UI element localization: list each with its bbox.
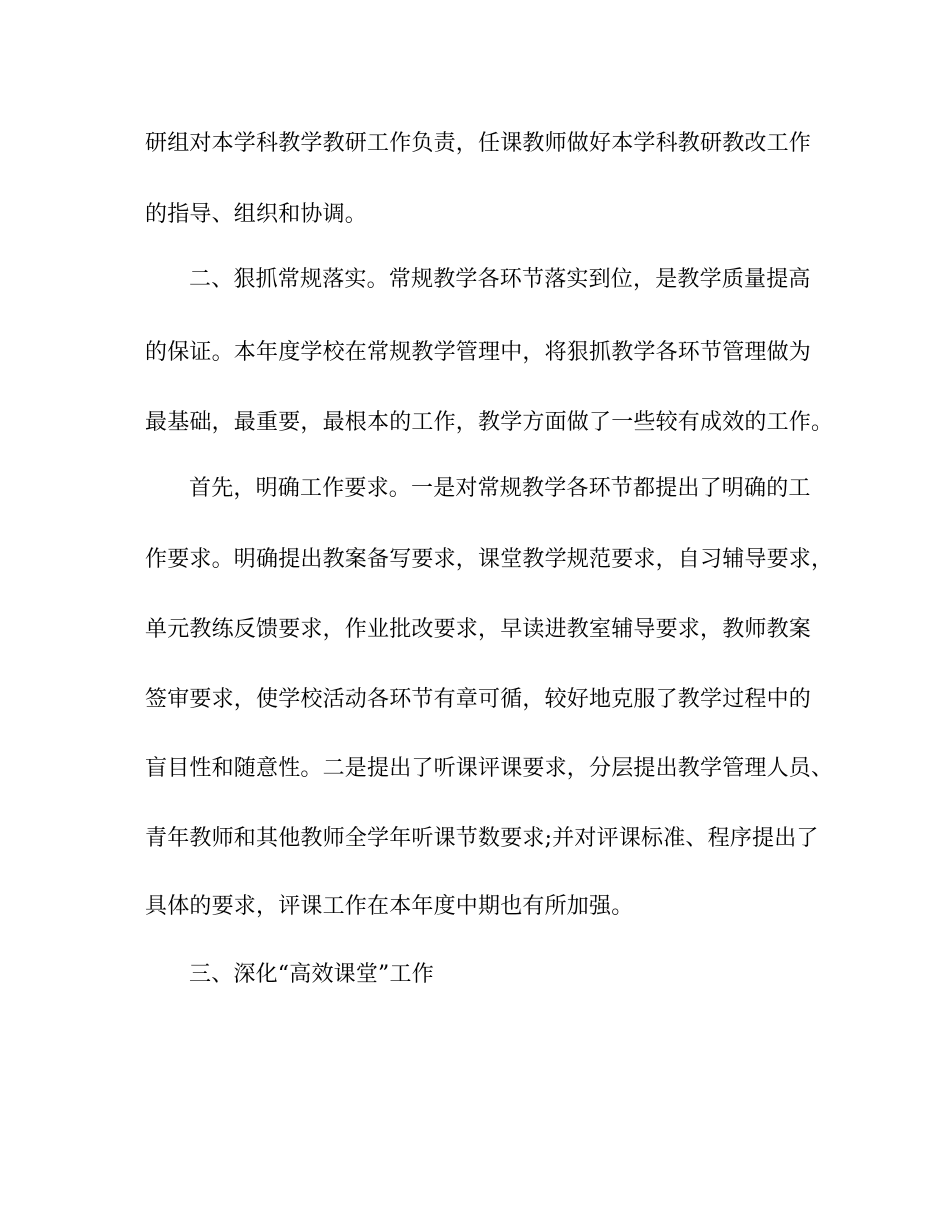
text-line: 签审要求，使学校活动各环节有章可循，较好地克服了教学过程中的	[145, 687, 812, 712]
text-line: 盲目性和随意性。二是提出了听课评课要求，分层提出教学管理人员、	[145, 756, 834, 781]
section-heading-line: 三、深化“高效课堂”工作	[189, 962, 434, 987]
text-line: 的指导、组织和协调。	[145, 202, 368, 227]
text-line: 作要求。明确提出教案备写要求，课堂教学规范要求，自习辅导要求，	[145, 547, 834, 572]
paragraph-start-line: 首先，明确工作要求。一是对常规教学各环节都提出了明确的工	[189, 476, 811, 501]
text-line: 具体的要求，评课工作在本年度中期也有所加强。	[145, 894, 634, 919]
paragraph-start-line: 二、狠抓常规落实。常规教学各环节落实到位，是教学质量提高	[189, 267, 811, 292]
text-line: 的保证。本年度学校在常规教学管理中，将狠抓教学各环节管理做为	[145, 340, 812, 365]
text-line: 青年教师和其他教师全学年听课节数要求;并对评课标准、程序提出了	[145, 826, 819, 851]
text-line: 最基础，最重要，最根本的工作，教学方面做了一些较有成效的工作。	[145, 410, 834, 435]
text-line: 研组对本学科教学教研工作负责，任课教师做好本学科教研教改工作	[145, 131, 812, 156]
text-line: 单元教练反馈要求，作业批改要求，早读进教室辅导要求，教师教案	[145, 617, 812, 642]
